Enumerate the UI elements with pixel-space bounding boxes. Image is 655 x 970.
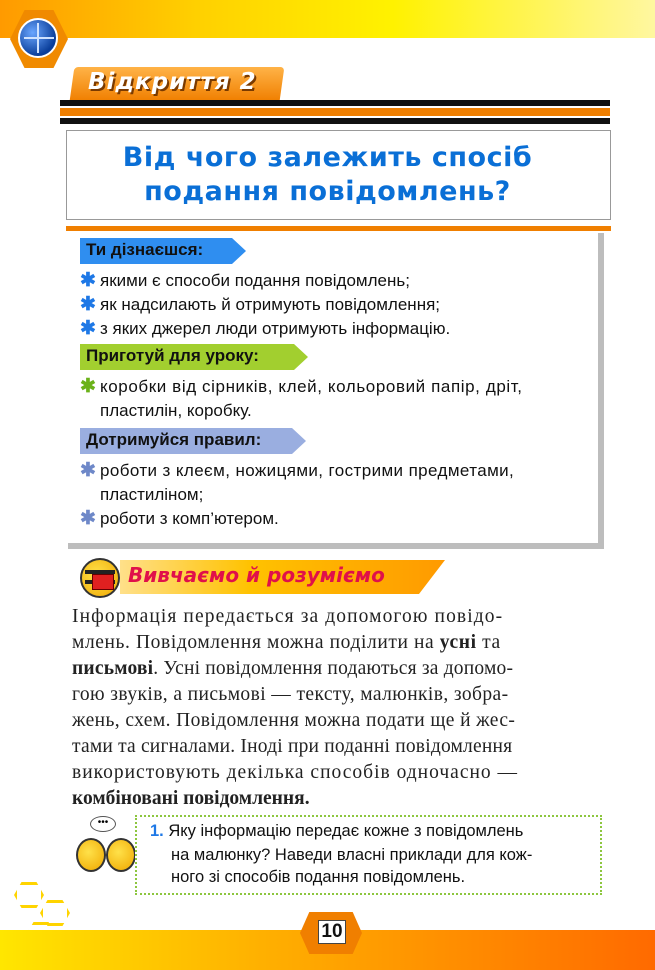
bold-term-written: письмові [72,658,154,679]
page-number: 10 [318,920,346,944]
asterisk-bullet-icon: ✱ [80,294,96,315]
prepare-tag: Приготуй для уроку: [80,344,294,370]
prepare-line-1: коробки від сірників, клей, кольоровий папір, дріт, [100,377,523,396]
prepare-line-2: пластилін, коробку. [100,401,252,420]
paragraph-line-6: тами та сигналами. Іноді при поданні повідомлення [72,736,513,757]
paragraph-line-1: Інформація передається за допомогою повідо- [72,606,504,627]
asterisk-bullet-icon: ✱ [80,376,96,397]
learn-item: з яких джерел люди отримують інформацію. [100,319,451,338]
title-line-1: Від чого залежить спосіб [122,142,533,173]
top-color-band [0,0,655,38]
task-line-1: 1. Яку інформацію передає кожне з повідомлень [150,822,524,840]
rules-item-1-line-1: роботи з клеєм, ножицями, гострими предметами, [100,461,515,480]
section-label: Відкриття 2 [88,69,257,95]
learn-tag: Ти дізнаєшся: [80,238,232,264]
divider-black-bottom [60,118,610,124]
asterisk-bullet-icon: ✱ [80,460,96,481]
hexagon-decor-icon [14,882,44,908]
asterisk-bullet-icon: ✱ [80,318,96,339]
paragraph-line-3: письмові. Усні повідомлення подаються за допомо- [72,658,514,679]
box-shadow-bottom [68,543,604,549]
paragraph-line-5: жень, схем. Повідомлення можна подати ще й жес- [72,710,516,731]
paragraph-line-2: млень. Повідомлення можна поділити на усні та [72,632,501,653]
learn-item: як надсилають й отримують повідомлення; [100,295,441,314]
task-line-2: на малюнку? Наведи власні приклади для кож- [171,846,533,864]
paragraph-line-4: гою звуків, а письмові — тексту, малюнків, зобра- [72,684,509,705]
asterisk-bullet-icon: ✱ [80,508,96,529]
rules-tag: Дотримуйся правил: [80,428,292,454]
bold-term-oral: усні [439,632,477,653]
bold-term-combined: комбіновані повідомлення [72,788,305,809]
box-shadow-right [598,233,604,543]
title-line-2: подання повідомлень? [144,176,511,207]
task-line-3: ного зі способів подання повідомлень. [171,868,466,886]
learn-item: якими є способи подання повідомлень; [100,271,410,290]
title-underline [66,226,611,231]
task-number: 1. [150,822,164,840]
divider-orange [60,108,610,116]
rules-item-1-line-2: пластиліном; [100,485,204,504]
divider-black-top [60,100,610,106]
paragraph-line-7: використовують декілька способів одночасно — [72,762,519,783]
globe-icon [18,18,58,58]
rules-item-2: роботи з комп’ютером. [100,509,279,528]
asterisk-bullet-icon: ✱ [80,270,96,291]
study-banner-text: Вивчаємо й розуміємо [128,563,385,587]
paragraph-line-8: комбіновані повідомлення. [72,788,310,809]
